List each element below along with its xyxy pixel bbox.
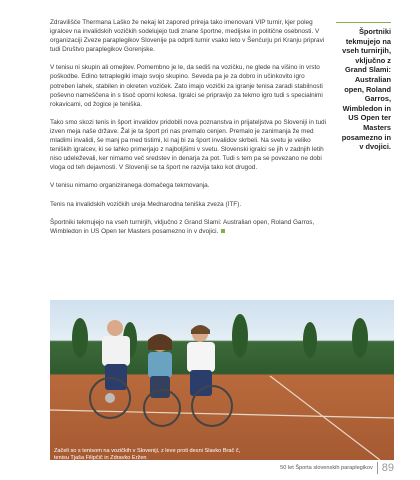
- paragraph: Tenis na invalidskih vozičkih ureja Mednarodna teniška zveza (ITF).: [50, 200, 242, 208]
- page-footer: [280, 462, 394, 474]
- photo-caption: Začeli so s tenisom na vozičkih v Sloveniji, z leve proti desni Slavko Brač č, tenisu Tjaša Filipčič in Zdravko Eržen: [54, 448, 241, 461]
- paragraph: V tenisu nimamo organiziranega domačega tekmovanja.: [50, 182, 210, 190]
- article-body: [50, 18, 326, 245]
- end-mark-icon: [221, 229, 225, 233]
- photo-wheelchair-tennis: [50, 300, 394, 460]
- page-number: 89: [377, 462, 394, 474]
- paragraph-text: Športniki tekmujejo na vseh turnirjih, vključno z Grand Slami: Australian open, Roland Garros, Wimbledon in US Open ter Masters posamezno in v dvojici.: [50, 218, 315, 235]
- footer-text: 50 let Športa slovenskih paraplegikov: [280, 465, 373, 471]
- paragraph: Zdravilišče Thermana Laško že nekaj let zapored prireja tako imenovani VIP turnir, kjer poleg igralcev na invalidskih vozičkih sodelujejo tudi znane športne, medijske in politične osebnosti. V organizaciji Zveze paraplegikov Slovenije pa odprti turnir vsako leto v Šenčurju pri Kranju pripravi tudi Društvo paraplegikov Gorenjske.: [50, 19, 325, 54]
- sidebar-pull-quote: Športniki tekmujejo na vseh turnirjih, vključno z Grand Slami: Australian open, Roland Garros, Wimbledon in US Open ter Masters posamezno in v dvojici.: [336, 22, 391, 152]
- paragraph-last: [50, 218, 326, 236]
- paragraph: Tako smo skozi tenis in šport invalidov pridobili nova poznanstva in prijateljstva po Sloveniji in tudi izven meja naše države. Žal je ta šport pri nas premalo cenjen. Premalo je zanimanja že med mladimi invalidi, še manj pa med tistimi, ki naj bi za šport invalidov skrbeli. Na svetu je veliko teniških igralcev, ki se lahko primerjajo z najboljšimi v svetu. Slovenski igralci se jih v zadnjih letih niso udeleževali, ker nimamo več sredstev in denarja za pot. Tudi s tem pa se povezano ne dobi vloga od teh dejavnosti. V Sloveniji se ta šport ne razvija tako kot drugod.: [50, 118, 327, 172]
- photo-illustration: [50, 300, 394, 460]
- paragraph: V tenisu ni skupin ali omejitev. Pomembno je le, da sediš na vozičku, ne glede na višino in vrsto poškodbe. Edino tetraplegiki imajo svojo skupino. Seveda pa je za dobro in učinkovito igro potreben lahek, stabilen in okreten voziček. Zato imajo vozički za igranje tenisa zaradi stabilnosti poševno nameščena in s tisoč oporni kolesa. Igralci se pripravijo za tekmo igro tudi s specialnimi rokavicami, od žogice je teniška.: [50, 64, 323, 108]
